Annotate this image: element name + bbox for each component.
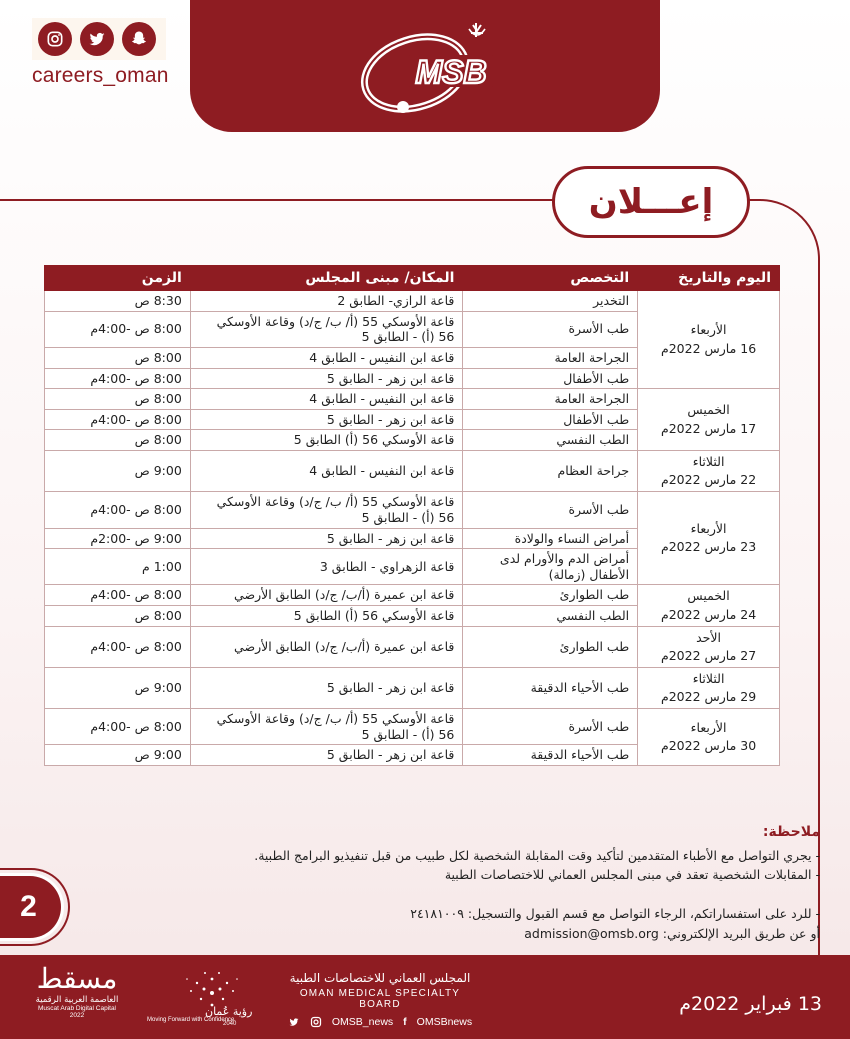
time-cell: 9:00 ص [45,451,191,492]
date-text: 24 مارس 2022م [660,606,757,622]
note-item: - المقابلات الشخصية تعقد في مبنى المجلس العماني للاختصاصات الطبية [444,867,820,883]
specialty-cell: طب الأسرة [463,311,638,347]
table-row [45,709,780,745]
day-name: الأربعاء [690,719,727,735]
time-cell: 8:00 ص -4:00م [45,585,191,606]
table-row [45,626,780,667]
svg-text:MSB: MSB [415,54,487,90]
time-cell: 9:00 ص [45,667,191,708]
place-cell: قاعة ابن النفيس - الطابق 4 [190,347,463,368]
day-name: الثلاثاء [692,454,725,469]
header-day: اليوم والتاريخ [638,266,780,291]
specialty-cell: التخدير [463,291,638,312]
header-place: المكان/ مبنى المجلس [190,266,463,291]
social-handle[interactable]: careers_oman [32,64,169,87]
instagram-icon[interactable] [38,22,72,56]
time-cell: 8:00 ص [45,606,191,627]
date-text: 30 مارس 2022م [660,738,757,754]
day-date-cell [638,585,780,626]
place-cell: قاعة ابن زهر - الطابق 5 [190,745,463,766]
day-date-cell [638,626,780,667]
specialty-cell: طب الأحياء الدقيقة [463,745,638,766]
specialty-cell: طب الأسرة [463,709,638,745]
snapchat-icon[interactable] [122,22,156,56]
specialty-cell: الجراحة العامة [463,389,638,410]
time-cell: 9:00 ص [45,745,191,766]
social-block [32,18,172,88]
specialty-cell: طب الأطفال [463,409,638,430]
place-cell: قاعة ابن زهر - الطابق 5 [190,667,463,708]
specialty-cell: طب الأسرة [463,492,638,528]
council-block [285,971,475,1028]
header-banner [190,0,660,132]
facebook-handle[interactable]: OMSBnews [416,1016,473,1028]
time-cell: 8:00 ص -4:00م [45,709,191,745]
date-text: 27 مارس 2022م [660,647,757,663]
date-text: 23 مارس 2022م [660,539,757,555]
table-row [45,585,780,606]
place-cell: قاعة الأوسكي 55 (أ/ ب/ ج/د) وقاعة الأوسكي 56 (أ) - الطابق 5 [190,709,463,745]
date-text: 16 مارس 2022م [660,340,757,356]
vision-ar: رؤية عُمان [205,1005,253,1018]
notes-section [100,822,820,943]
place-cell: قاعة الزهراوي - الطابق 3 [190,549,463,585]
vision-en: Moving Forward with Confidence [147,1017,235,1023]
time-cell: 8:00 ص -4:00م [45,626,191,667]
day-name: الأحد [696,629,722,645]
place-cell: قاعة ابن زهر - الطابق 5 [190,409,463,430]
note-item: - يجري التواصل مع الأطباء المتقدمين لتأكيد وقت المقابلة الشخصية لكل طبيب من قبل تنفيذيو البرامج الطبية. [254,847,820,863]
day-name: الأربعاء [690,322,727,338]
place-cell: قاعة الأوسكي 56 (أ) الطابق 5 [190,430,463,451]
table-row [45,667,780,708]
digital-capital-year: 2022 [69,1012,85,1020]
notes-title: ملاحظة: [762,824,820,840]
table-row [45,492,780,528]
day-name: الخميس [687,588,730,604]
time-cell: 8:00 ص [45,430,191,451]
footer-date: 13 فبراير 2022م [679,993,822,1015]
specialty-cell: الجراحة العامة [463,347,638,368]
time-cell: 8:00 ص -4:00م [45,311,191,347]
table-row [45,389,780,410]
digital-capital-mark: مسقط [36,964,118,995]
table-header-row [45,266,780,291]
date-text: 17 مارس 2022م [660,420,757,436]
time-cell: 1:00 م [45,549,191,585]
contact-line: - للرد على استفساراتكم، الرجاء التواصل مع قسم القبول والتسجيل: ٢٤١٨١٠٠٩ [410,906,820,922]
time-cell: 8:30 ص [45,291,191,312]
council-social [285,1016,475,1028]
schedule-body [45,291,780,766]
day-date-cell [638,709,780,766]
time-cell: 9:00 ص -2:00م [45,528,191,549]
header-specialty: التخصص [463,266,638,291]
specialty-cell: طب الأطفال [463,368,638,389]
place-cell: قاعة الرازي- الطابق 2 [190,291,463,312]
specialty-cell: جراحة العظام [463,451,638,492]
place-cell: قاعة ابن عميرة (أ/ب/ ج/د) الطابق الأرضي [190,626,463,667]
place-cell: قاعة الأوسكي 55 (أ/ ب/ ج/د) وقاعة الأوسكي 56 (أ) - الطابق 5 [190,311,463,347]
date-text: 29 مارس 2022م [660,689,757,704]
date-text: 22 مارس 2022م [660,472,757,488]
time-cell: 8:00 ص [45,389,191,410]
council-name-en: OMAN MEDICAL SPECIALTY BOARD [299,988,461,1010]
footer [0,955,850,1039]
frame-line [0,199,555,201]
announcement-label: إعـــلان [588,182,714,222]
specialty-cell: طب الطوارئ [463,626,638,667]
omsb-logo [345,11,505,121]
vision-year: 2040 [223,1021,237,1027]
header-time: الزمن [45,266,191,291]
place-cell: قاعة ابن زهر - الطابق 5 [190,368,463,389]
place-cell: قاعة الأوسكي 56 (أ) الطابق 5 [190,606,463,627]
time-cell: 8:00 ص -4:00م [45,368,191,389]
table-row [45,291,780,312]
specialty-cell: أمراض الدم والأورام لدى الأطفال (زمالة) [463,549,638,585]
specialty-cell: أمراض النساء والولادة [463,528,638,549]
day-date-cell [638,389,780,451]
day-name: الخميس [687,402,730,418]
digital-capital-logo [22,965,132,1020]
vision-2040-logo [145,965,265,1031]
day-name: الأربعاء [690,521,727,537]
digital-capital-en: Muscat Arab Digital Capital [37,1005,117,1012]
specialty-cell: طب الأحياء الدقيقة [463,667,638,708]
place-cell: قاعة ابن النفيس - الطابق 4 [190,389,463,410]
specialty-cell: الطب النفسي [463,430,638,451]
digital-capital-ar: العاصمة العربية الرقمية [35,995,119,1005]
place-cell: قاعة ابن النفيس - الطابق 4 [190,451,463,492]
place-cell: قاعة ابن عميرة (أ/ب/ ج/د) الطابق الأرضي [190,585,463,606]
schedule-table [44,265,780,766]
table-row [45,451,780,492]
time-cell: 8:00 ص -4:00م [45,409,191,430]
specialty-cell: طب الطوارئ [463,585,638,606]
social-icons [32,18,166,60]
time-cell: 8:00 ص [45,347,191,368]
facebook-icon[interactable]: f [403,1016,407,1028]
email-line[interactable]: أو عن طريق البريد الإلكتروني: admission@omsb.org [524,925,820,941]
day-date-cell [638,291,780,389]
place-cell: قاعة الأوسكي 55 (أ/ ب/ ج/د) وقاعة الأوسكي 56 (أ) - الطابق 5 [190,492,463,528]
page-number: 2 [0,873,64,941]
twitter-icon[interactable] [288,1016,300,1028]
news-handle[interactable]: OMSB_news [331,1016,394,1028]
specialty-cell: الطب النفسي [463,606,638,627]
time-cell: 8:00 ص -4:00م [45,492,191,528]
day-date-cell [638,667,780,708]
day-date-cell [638,492,780,585]
day-date-cell [638,451,780,492]
instagram-icon[interactable] [310,1016,322,1028]
day-name: الثلاثاء [692,670,725,686]
council-name-ar: المجلس العماني للاختصاصات الطبية [289,971,471,985]
twitter-icon[interactable] [80,22,114,56]
place-cell: قاعة ابن زهر - الطابق 5 [190,528,463,549]
announcement-title [552,166,750,238]
